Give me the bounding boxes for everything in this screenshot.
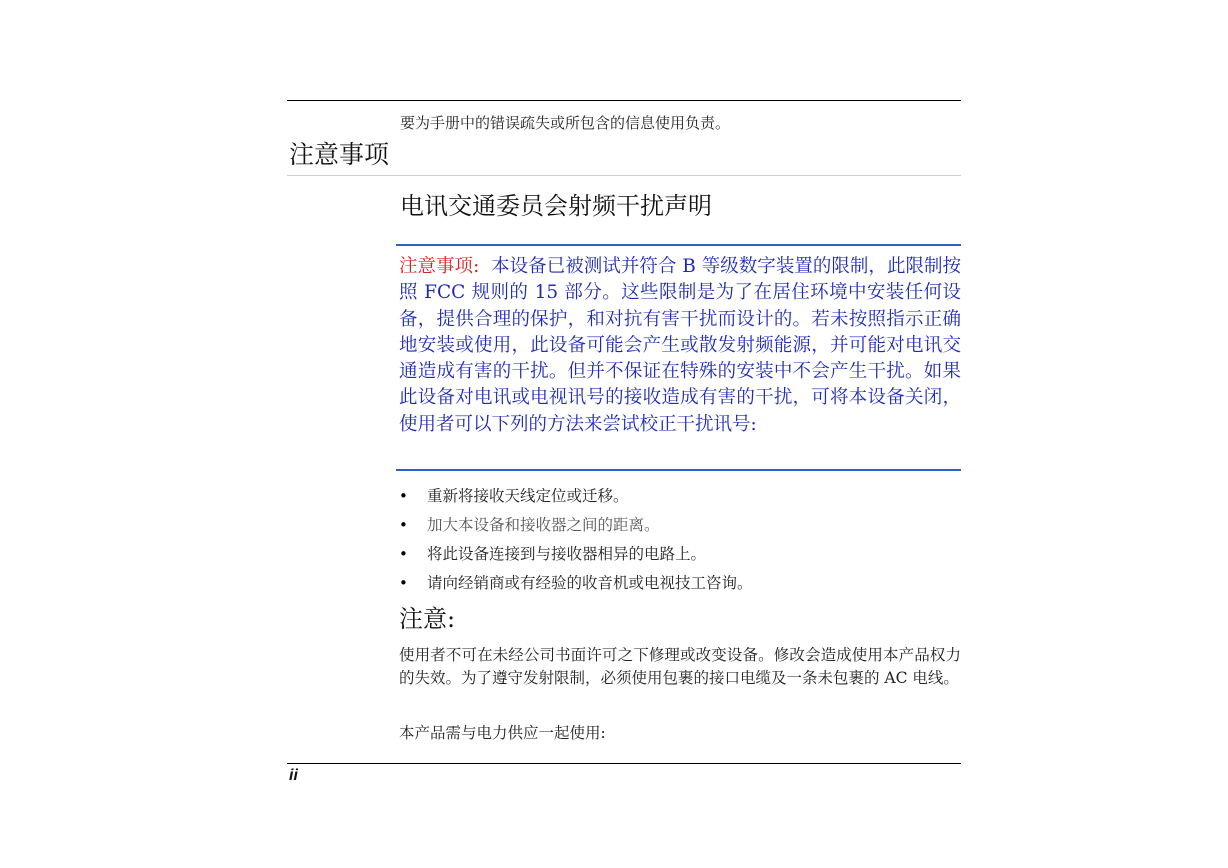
caution-paragraph: 使用者不可在未经公司书面许可之下修理或改变设备。修改会造成使用本产品权力的失效。为了遵守发射限制，必须使用包裹的接口电缆及一条未包裹的 AC 电线。 bbox=[399, 646, 961, 687]
notice-label: 注意事项: bbox=[399, 256, 480, 277]
notice-box bbox=[399, 254, 961, 438]
power-note: 本产品需与电力供应一起使用: bbox=[399, 724, 606, 742]
list-item bbox=[399, 542, 961, 571]
caution-title: 注意: bbox=[399, 605, 456, 633]
list-item-text: 请向经销商或有经验的收音机或电视技工咨询。 bbox=[427, 574, 753, 592]
list-item-text: 重新将接收天线定位或迁移。 bbox=[427, 487, 629, 505]
bullet-icon: • bbox=[399, 574, 408, 592]
list-item bbox=[399, 484, 961, 513]
sub-title: 电讯交通委员会射频干扰声明 bbox=[400, 192, 712, 220]
list-item-text: 将此设备连接到与接收器相异的电路上。 bbox=[427, 545, 707, 563]
section-title: 注意事项 bbox=[289, 140, 390, 169]
notice-body: 本设备已被测试并符合 B 等级数字装置的限制，此限制按照 FCC 规则的 15 部分。这些限制是为了在居住环境中安装任何设备，提供合理的保护，和对抗有害干扰而设计的。若未按照指示正确地安装或使用，此设备可能会产生或散发射频能源，并可能对电讯交通造成有害的干扰。但并不保证在特殊的安装中不会产生干扰。如果此设备对电讯或电视讯号的接收造成有害的干扰，可将本设备关闭，使用者可以下列的方法来尝试校正干扰讯号: bbox=[399, 256, 962, 435]
footer-rule bbox=[287, 763, 961, 764]
intro-line: 要为手册中的错误疏失或所包含的信息使用负责。 bbox=[400, 114, 731, 132]
notice-top-rule bbox=[396, 244, 961, 247]
list-item-text: 加大本设备和接收器之间的距离。 bbox=[427, 516, 660, 534]
bullet-icon: • bbox=[399, 545, 408, 563]
header-rule bbox=[287, 100, 961, 101]
page-number: ii bbox=[289, 767, 298, 784]
bullet-icon: • bbox=[399, 516, 408, 534]
list-item bbox=[399, 513, 961, 542]
bullet-icon: • bbox=[399, 487, 408, 505]
list-item bbox=[399, 571, 961, 600]
section-divider bbox=[287, 175, 961, 176]
notice-bottom-rule bbox=[396, 469, 961, 472]
bullet-list bbox=[399, 484, 961, 600]
